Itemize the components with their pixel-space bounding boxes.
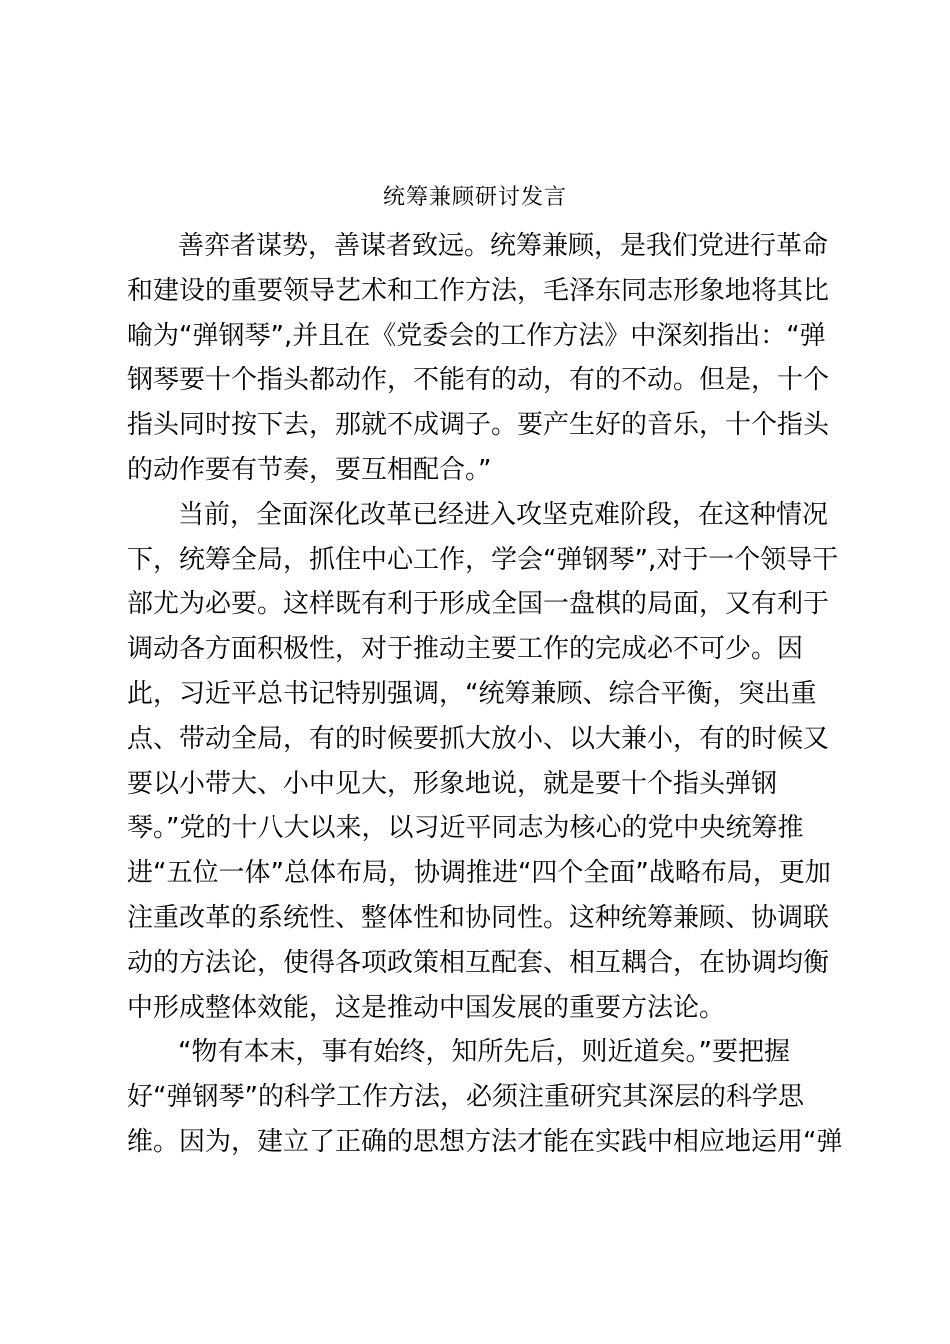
text-line: 调动各方面积极性，对于推动主要工作的完成必不可少。因 [127,634,804,665]
text-line: 琴。”党的十八大以来，以习近平同志为核心的党中央统筹推 [127,813,804,844]
text-line: 注重改革的系统性、整体性和协同性。这种统筹兼顾、协调联 [127,902,830,933]
paragraph-2 [127,493,837,1031]
text-line: 部尤为必要。这样既有利于形成全国一盘棋的局面，又有利于 [127,589,830,620]
text-line: 要以小带大、小中见大，形象地说，就是要十个指头弹钢 [127,768,778,799]
text-line: 的动作要有节奏，要互相配合。” [127,454,492,485]
text-line: 进“五位一体”总体布局，协调推进“四个全面”战略布局，更加 [127,858,831,889]
text-line: 和建设的重要领导艺术和工作方法，毛泽东同志形象地将其比 [127,275,830,306]
paragraph-3 [127,1030,843,1164]
text-line: 喻为“弹钢琴”,并且在《党委会的工作方法》中深刻指出：“弹 [127,320,826,351]
text-line: 好“弹钢琴”的科学工作方法，必须注重研究其深层的科学思 [127,1082,804,1113]
text-line: “物有本末，事有始终，知所先后，则近道矣。”要把握 [178,1037,790,1068]
text-line: 善弈者谋势，善谋者致远。统筹兼顾，是我们党进行革命 [178,231,829,261]
text-line: 中形成整体效能，这是推动中国发展的重要方法论。 [127,992,726,1023]
text-line: 动的方法论，使得各项政策相互配套、相互耦合，在协调均衡 [127,947,830,978]
text-line: 当前，全面深化改革已经进入攻坚克难阶段，在这种情况 [178,499,829,530]
paragraph-1 [127,224,837,493]
document-body [127,224,843,1165]
text-line: 指头同时按下去，那就不成调子。要产生好的音乐，十个指头 [127,410,830,441]
text-line: 此，习近平总书记特别强调，“统筹兼顾、综合平衡，突出重 [127,678,817,709]
text-line: 点、带动全局，有的时候要抓大放小、以大兼小，有的时候又 [127,723,830,754]
document-title: 统筹兼顾研讨发言 [382,185,567,210]
text-line: 下，统筹全局，抓住中心工作，学会“弹钢琴”,对于一个领导干 [127,544,839,575]
text-line: 维。因为，建立了正确的思想方法才能在实践中相应地运用“弹 [127,1126,843,1157]
text-line: 钢琴要十个指头都动作，不能有的动，有的不动。但是，十个 [127,365,830,396]
